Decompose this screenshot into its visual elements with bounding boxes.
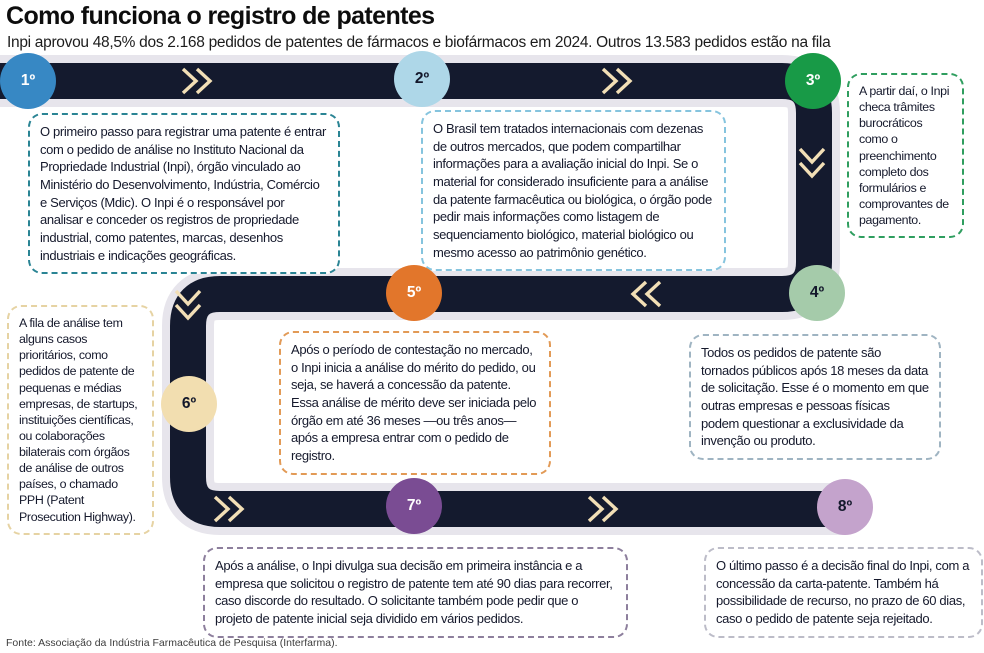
step-badge-8 — [817, 479, 873, 535]
step-number: 5º — [406, 284, 422, 301]
step-number: 1º — [20, 72, 36, 89]
step-badge-6 — [161, 376, 217, 432]
source-credit: Fonte: Associação da Indústria Farmacêutica de Pesquisa (Interfarma). — [6, 637, 338, 649]
step-badge-1 — [0, 53, 56, 109]
step-badge-2 — [394, 51, 450, 107]
step-number: 7º — [406, 497, 422, 514]
step-badge-4 — [789, 265, 845, 321]
step-badge-7 — [386, 478, 442, 534]
step-description-7: Após a análise, o Inpi divulga sua decisão em primeira instância e a empresa que solicitou o registro de patente tem até 90 dias para recorrer, caso discorde do resultado. O solicitante também pode pedir que o projeto de patente inicial seja dividido em vários pedidos. — [203, 547, 628, 638]
step-number: 4º — [809, 284, 825, 301]
step-description-8: O último passo é a decisão final do Inpi, com a concessão da carta-patente. Também há possibilidade de recurso, no prazo de 60 dias, caso o pedido de patente seja rejeitado. — [704, 547, 983, 638]
step-number: 2º — [414, 70, 430, 87]
step-description-1: O primeiro passo para registrar uma patente é entrar com o pedido de análise no Instituto Nacional da Propriedade Industrial (Inpi), órgão vinculado ao Ministério do Desenvolvimento, Indústria, Comércio e Serviços (Mdic). O Inpi é o responsável por analisar e conceder os registros de propriedade industrial, como patentes, marcas, desenhos industriais e indicações geográficas. — [28, 113, 340, 274]
step-badge-3 — [785, 53, 841, 109]
step-number: 8º — [837, 498, 853, 515]
step-description-6: A fila de análise tem alguns casos prioritários, como pedidos de patente de pequenas e médias empresas, de startups, instituições científicas, ou colaborações bilaterais com órgãos de análise de outros países, o chamado PPH (Patent Prosecution Highway). — [7, 305, 154, 535]
step-description-4: Todos os pedidos de patente são tornados públicos após 18 meses da data de solicitação. Esse é o momento em que outras empresas e pessoas físicas podem questionar a exclusividade da invenção ou produto. — [689, 334, 941, 460]
step-number: 6º — [181, 395, 197, 412]
step-badge-5 — [386, 265, 442, 321]
page-title: Como funciona o registro de patentes — [6, 2, 435, 30]
step-number: 3º — [805, 72, 821, 89]
step-description-2: O Brasil tem tratados internacionais com dezenas de outros mercados, que podem compartilhar informações para a avaliação inicial do Inpi. Se o material for considerado insuficiente para a análise da patente farmacêutica ou biológica, o órgão pode pedir mais informações como listagem de sequenciamento biológico, material biológico ou mesmo acesso ao patrimônio genético. — [421, 110, 726, 271]
step-description-3: A partir daí, o Inpi checa trâmites burocráticos como o preenchimento completo dos formulários e comprovantes de pagamento. — [847, 73, 964, 238]
step-description-5: Após o período de contestação no mercado, o Inpi inicia a análise do mérito do pedido, ou seja, se haverá a concessão da patente. Essa análise de mérito deve ser iniciada pelo órgão em até 36 meses —ou três anos— após a empresa entrar com o pedido de registro. — [279, 331, 551, 475]
page-subtitle: Inpi aprovou 48,5% dos 2.168 pedidos de patentes de fármacos e biofármacos em 2024. Outros 13.583 pedidos estão na fila — [7, 34, 831, 52]
